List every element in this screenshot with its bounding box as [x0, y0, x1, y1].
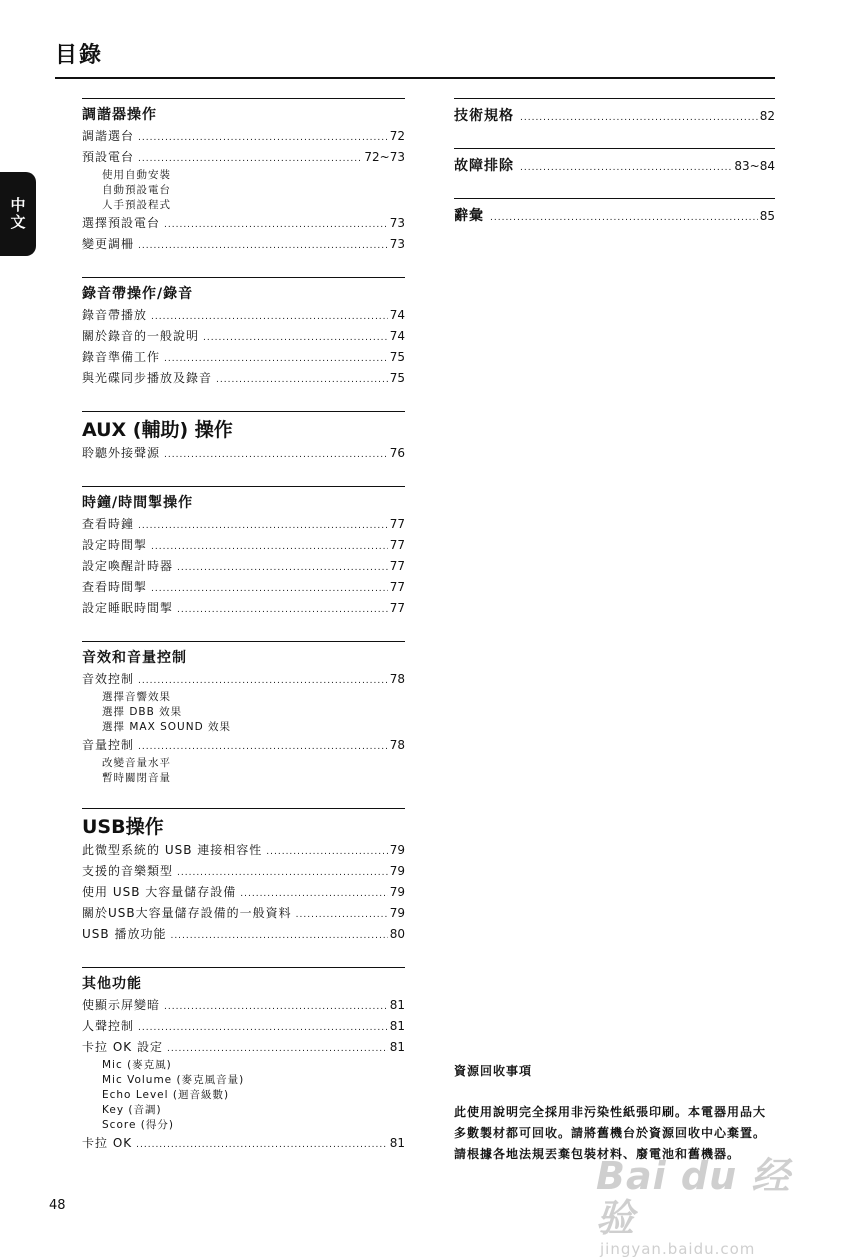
- entry-page: 72~73: [364, 150, 405, 164]
- toc-entry: [82, 514, 405, 535]
- toc-entry: [82, 234, 405, 255]
- entry-label: 此微型系統的 USB 連接相容性: [82, 843, 263, 857]
- entry-page: 74: [389, 308, 405, 322]
- entry-label: 與光碟同步播放及錄音: [82, 371, 213, 385]
- dot-leader: [240, 884, 387, 905]
- entry-page: 83~84: [734, 159, 775, 173]
- entry-page: 79: [389, 843, 405, 857]
- toc-subentry: 暫時關閉音量: [102, 772, 171, 784]
- entry-label: 選擇預設電台: [82, 216, 161, 230]
- dot-leader: [520, 155, 732, 181]
- entry-page: 73: [389, 216, 405, 230]
- toc-entry: [82, 1133, 405, 1154]
- entry-page: 77: [389, 601, 405, 615]
- entry-label: 變更調柵: [82, 237, 135, 251]
- entry-label: 設定喚醒計時器: [82, 559, 174, 573]
- toc-subentry: Mic (麥克風): [102, 1059, 172, 1071]
- entry-label: 查看時鐘: [82, 517, 135, 531]
- toc-left-column: [82, 98, 405, 1176]
- toc-entry: [82, 443, 405, 464]
- dot-leader: [138, 516, 388, 537]
- dot-leader: [170, 926, 387, 947]
- language-tab: 中文: [0, 172, 36, 256]
- dot-leader: [138, 236, 388, 257]
- entry-label: 使用 USB 大容量儲存設備: [82, 885, 237, 899]
- entry-label: 音量控制: [82, 738, 135, 752]
- toc-entry: [82, 305, 405, 326]
- dot-leader: [296, 905, 388, 926]
- entry-label: 人聲控制: [82, 1019, 135, 1033]
- toc-entry: [82, 861, 405, 882]
- entry-label: 關於錄音的一般說明: [82, 329, 200, 343]
- dot-leader: [216, 370, 388, 391]
- section-title: USB操作: [82, 816, 164, 838]
- toc-entry: [82, 735, 405, 756]
- dot-leader: [136, 1135, 388, 1156]
- toc-entry: [82, 326, 405, 347]
- dot-leader: [490, 205, 758, 231]
- entry-page: 73: [389, 237, 405, 251]
- toc-entry: [82, 1016, 405, 1037]
- section-title: 音效和音量控制: [82, 650, 187, 666]
- toc-entry: [82, 995, 405, 1016]
- toc-entry: [82, 126, 405, 147]
- dot-leader: [138, 671, 388, 692]
- watermark-url: jingyan.baidu.com: [600, 1240, 756, 1258]
- entry-label: 卡拉 OK: [82, 1136, 133, 1150]
- entry-page: 72: [389, 129, 405, 143]
- dot-leader: [164, 349, 388, 370]
- entry-page: 76: [389, 446, 405, 460]
- entry-label: 錄音帶播放: [82, 308, 148, 322]
- entry-page: 80: [389, 927, 405, 941]
- toc-entry: [82, 535, 405, 556]
- entry-page: 85: [759, 209, 775, 223]
- toc-entry: [454, 203, 775, 229]
- toc-section: [82, 486, 405, 619]
- entry-label: 音效控制: [82, 672, 135, 686]
- entry-page: 78: [389, 672, 405, 686]
- toc-entry: [82, 1037, 405, 1058]
- toc-subentry: Mic Volume (麥克風音量): [102, 1074, 245, 1086]
- dot-leader: [138, 1018, 388, 1039]
- entry-page: 77: [389, 517, 405, 531]
- toc-entry: [82, 598, 405, 619]
- toc-entry: [82, 903, 405, 924]
- toc-entry: [82, 840, 405, 861]
- toc-entry: [82, 213, 405, 234]
- title-rule: [55, 77, 775, 79]
- page-number: 48: [49, 1198, 66, 1213]
- toc-subentry: 改變音量水平: [102, 757, 171, 769]
- entry-label: 預設電台: [82, 150, 135, 164]
- entry-label: 技術規格: [454, 108, 514, 124]
- toc-entry: [82, 577, 405, 598]
- entry-label: 卡拉 OK 設定: [82, 1040, 163, 1054]
- page-title: 目錄: [55, 43, 104, 68]
- entry-label: 查看時間掣: [82, 580, 148, 594]
- entry-label: 關於USB大容量儲存設備的一般資料: [82, 906, 292, 920]
- recycle-title: 資源回收事項: [454, 1064, 533, 1078]
- toc-subentry: Score (得分): [102, 1119, 174, 1131]
- dot-leader: [177, 863, 388, 884]
- dot-leader: [177, 558, 388, 579]
- entry-label: 支援的音樂類型: [82, 864, 174, 878]
- dot-leader: [266, 842, 387, 863]
- entry-page: 79: [389, 864, 405, 878]
- toc-subentry: 選擇音響效果: [102, 691, 171, 703]
- entry-page: 79: [389, 885, 405, 899]
- toc-section: [82, 411, 405, 464]
- toc-section: [82, 641, 405, 786]
- dot-leader: [151, 579, 388, 600]
- entry-label: 故障排除: [454, 158, 514, 174]
- dot-leader: [164, 215, 388, 236]
- toc-right-column: [454, 98, 775, 248]
- toc-section: [82, 277, 405, 389]
- toc-section: [454, 148, 775, 179]
- section-title: 時鐘/時間掣操作: [82, 495, 194, 511]
- dot-leader: [203, 328, 388, 349]
- toc-subentry: 人手預設程式: [102, 199, 171, 211]
- entry-page: 81: [389, 998, 405, 1012]
- entry-page: 77: [389, 580, 405, 594]
- toc-entry: [82, 368, 405, 389]
- dot-leader: [138, 149, 362, 170]
- entry-label: 設定時間掣: [82, 538, 148, 552]
- entry-page: 81: [389, 1040, 405, 1054]
- toc-entry: [82, 556, 405, 577]
- toc-entry: [82, 347, 405, 368]
- entry-page: 75: [389, 350, 405, 364]
- toc-entry: [82, 669, 405, 690]
- entry-page: 74: [389, 329, 405, 343]
- toc-entry: [454, 103, 775, 129]
- toc-subentry: 選擇 MAX SOUND 效果: [102, 721, 232, 733]
- section-title: 調諧器操作: [82, 107, 157, 123]
- dot-leader: [164, 997, 388, 1018]
- toc-subentry: Echo Level (迴音級數): [102, 1089, 230, 1101]
- section-title: 錄音帶操作/錄音: [82, 286, 194, 302]
- entry-page: 82: [759, 109, 775, 123]
- toc-entry: [454, 153, 775, 179]
- dot-leader: [177, 600, 388, 621]
- toc-subentry: 選擇 DBB 效果: [102, 706, 183, 718]
- toc-subentry: 自動預設電台: [102, 184, 171, 196]
- entry-page: 77: [389, 559, 405, 573]
- dot-leader: [167, 1039, 388, 1060]
- toc-section: [454, 198, 775, 229]
- entry-page: 79: [389, 906, 405, 920]
- entry-page: 81: [389, 1136, 405, 1150]
- dot-leader: [151, 537, 388, 558]
- section-title: AUX (輔助) 操作: [82, 419, 233, 441]
- entry-page: 77: [389, 538, 405, 552]
- toc-entry: [82, 147, 405, 168]
- toc-subentry: 使用自動安裝: [102, 169, 171, 181]
- entry-label: 設定睡眠時間掣: [82, 601, 174, 615]
- section-title: 其他功能: [82, 976, 142, 992]
- entry-label: 使顯示屏變暗: [82, 998, 161, 1012]
- dot-leader: [138, 737, 388, 758]
- toc-section: [82, 98, 405, 255]
- toc-section: [82, 808, 405, 945]
- dot-leader: [520, 105, 758, 131]
- entry-label: 錄音準備工作: [82, 350, 161, 364]
- toc-entry: [82, 882, 405, 903]
- entry-label: 聆聽外接聲源: [82, 446, 161, 460]
- entry-page: 78: [389, 738, 405, 752]
- entry-label: USB 播放功能: [82, 927, 167, 941]
- toc-section: [82, 967, 405, 1154]
- watermark-logo-text: Bai du 经验: [596, 1154, 791, 1240]
- toc-section: [454, 98, 775, 129]
- entry-page: 75: [389, 371, 405, 385]
- recycle-text: 此使用說明完全採用非污染性紙張印刷。本電器用品大多數製材都可回收。請將舊機台於資源回收中心棄置。請根據各地法規丟棄包裝材料、廢電池和舊機器。: [454, 1105, 767, 1161]
- dot-leader: [151, 307, 388, 328]
- dot-leader: [164, 445, 388, 466]
- entry-label: 調諧選台: [82, 129, 135, 143]
- toc-entry: [82, 924, 405, 945]
- dot-leader: [138, 128, 388, 149]
- entry-page: 81: [389, 1019, 405, 1033]
- watermark: [596, 1154, 796, 1258]
- toc-subentry: Key (音調): [102, 1104, 162, 1116]
- entry-label: 辭彙: [454, 208, 484, 224]
